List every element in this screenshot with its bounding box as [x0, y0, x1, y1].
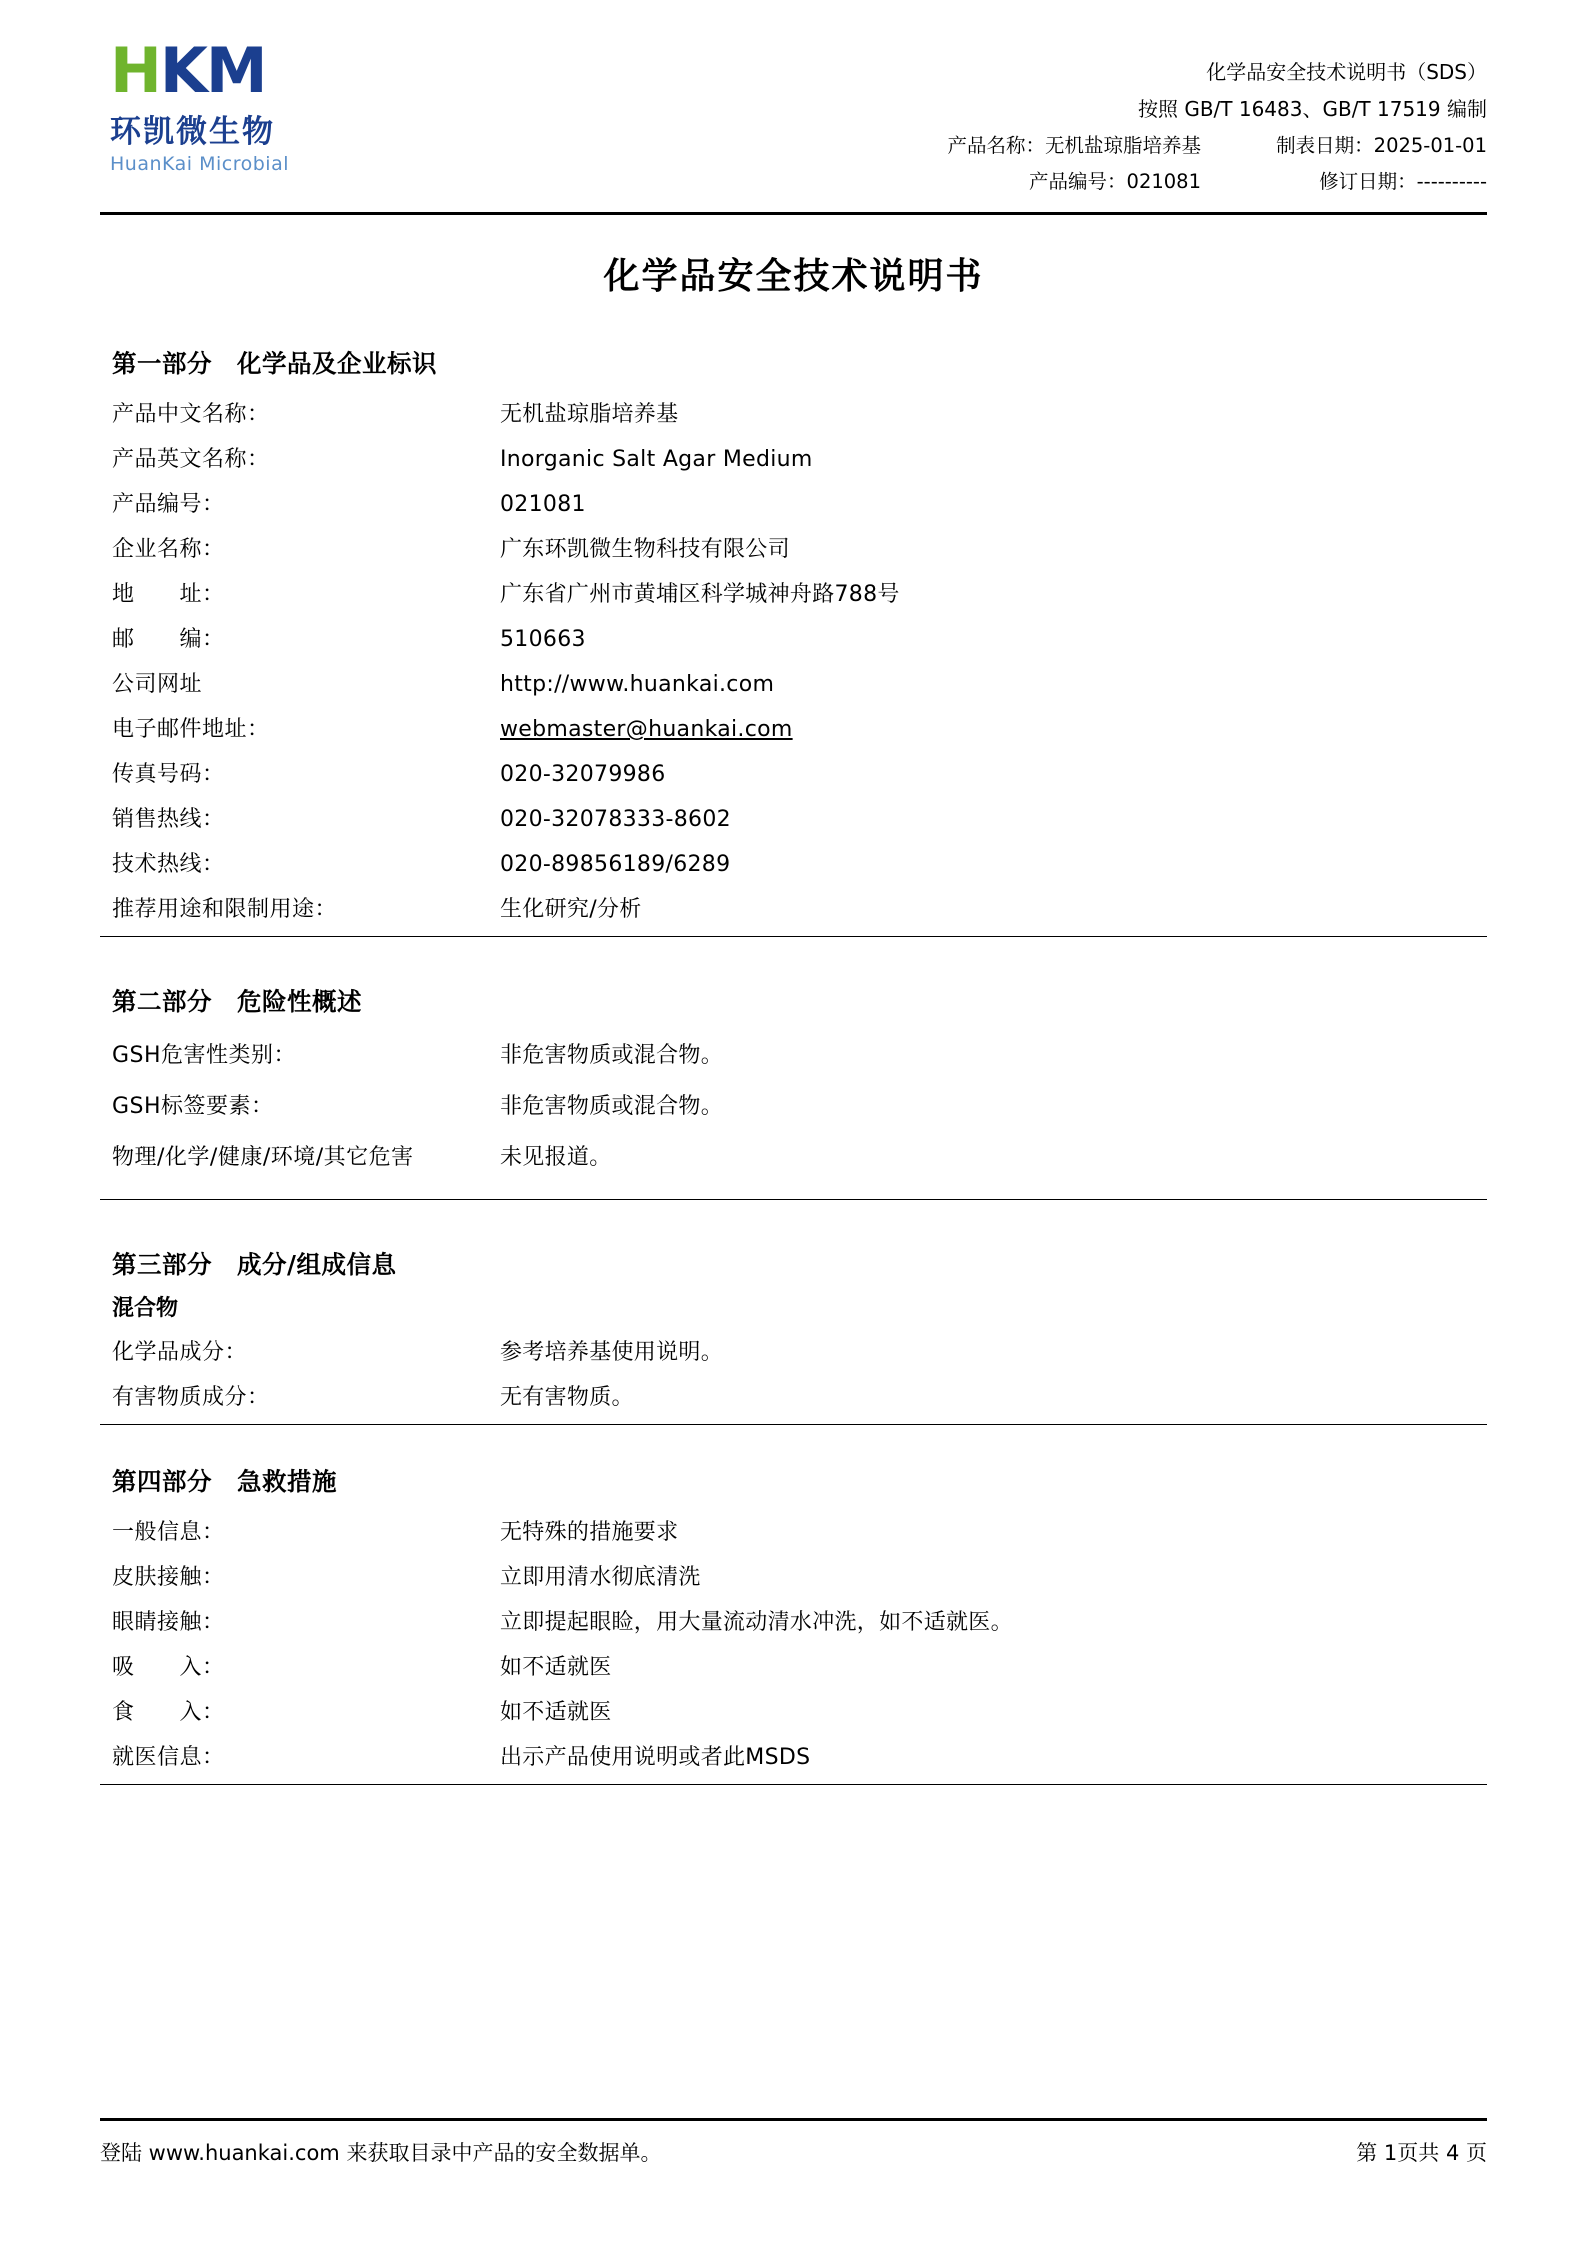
- info-row: [100, 570, 1487, 615]
- info-row: [100, 1643, 1487, 1688]
- header-product-name-label: 产品名称：: [947, 134, 1045, 157]
- email-link[interactable]: webmaster@huankai.com: [500, 717, 793, 743]
- row-label: 皮肤接触：: [112, 1565, 225, 1591]
- info-row: [100, 390, 1487, 435]
- info-row: [100, 1373, 1487, 1418]
- section-1: [100, 345, 1487, 937]
- row-label: 化学品成分：: [112, 1340, 248, 1366]
- footer-note: 登陆 www.huankai.com 来获取目录中产品的安全数据单。: [100, 2141, 662, 2165]
- section-4-divider: [100, 1784, 1487, 1785]
- info-row: [100, 705, 1487, 750]
- company-logo: [100, 34, 440, 175]
- row-value: 出示产品使用说明或者此MSDS: [500, 1745, 811, 1771]
- row-value: 无有害物质。: [500, 1385, 634, 1411]
- row-label: GSH危害性类别：: [112, 1043, 297, 1069]
- header-product-code-value: 021081: [1126, 170, 1201, 194]
- section-2: [100, 983, 1487, 1200]
- row-value: 立即用清水彻底清洗: [500, 1565, 701, 1591]
- logo-name-en: HuanKai Microbial: [110, 153, 289, 175]
- info-row: [100, 1733, 1487, 1778]
- row-label: 物理/化学/健康/环境/其它危害: [112, 1145, 414, 1171]
- info-row: [100, 480, 1487, 525]
- row-label: 眼睛接触：: [112, 1610, 225, 1636]
- row-label: 一般信息：: [112, 1520, 225, 1546]
- row-label: 产品中文名称：: [112, 402, 270, 428]
- section-3-title: 第三部分 成分/组成信息: [112, 1250, 397, 1280]
- info-row: [100, 1508, 1487, 1553]
- info-row: [100, 795, 1487, 840]
- row-label: 传真号码：: [112, 762, 225, 788]
- row-value: 021081: [500, 492, 586, 518]
- document-header: [100, 30, 1487, 200]
- row-value: 非危害物质或混合物。: [500, 1043, 724, 1069]
- section-1-title: 第一部分 化学品及企业标识: [112, 349, 437, 379]
- row-label: 有害物质成分：: [112, 1385, 270, 1411]
- row-value: 无特殊的措施要求: [500, 1520, 679, 1546]
- section-2-divider: [100, 1199, 1487, 1200]
- section-3: [100, 1246, 1487, 1425]
- row-value: 无机盐琼脂培养基: [500, 402, 679, 428]
- logo-name-cn: 环凯微生物: [110, 114, 275, 150]
- header-made-date: [1239, 128, 1487, 164]
- row-value: Inorganic Salt Agar Medium: [500, 447, 813, 473]
- header-product-name: [947, 128, 1201, 164]
- row-label: 地 址：: [112, 582, 225, 608]
- info-row: [100, 1130, 1487, 1181]
- row-label: 企业名称：: [112, 537, 225, 563]
- row-label: 产品编号：: [112, 492, 225, 518]
- row-label: 销售热线：: [112, 807, 225, 833]
- section-3-divider: [100, 1424, 1487, 1425]
- row-label: 食 入：: [112, 1700, 225, 1726]
- header-made-date-label: 制表日期：: [1276, 134, 1374, 157]
- row-label: 公司网址: [112, 672, 203, 698]
- row-label: 吸 入：: [112, 1655, 225, 1681]
- row-value: 参考培养基使用说明。: [500, 1340, 724, 1366]
- header-revise-date: [1239, 164, 1487, 200]
- row-value: 广东省广州市黄埔区科学城神舟路788号: [500, 582, 900, 608]
- company-website[interactable]: http://www.huankai.com: [500, 672, 775, 698]
- row-value: 如不适就医: [500, 1655, 612, 1681]
- section-1-divider: [100, 936, 1487, 937]
- info-row: [100, 615, 1487, 660]
- row-label: 推荐用途和限制用途：: [112, 897, 338, 923]
- row-label: 产品英文名称：: [112, 447, 270, 473]
- section-4: [100, 1463, 1487, 1785]
- info-row: [100, 1553, 1487, 1598]
- info-row: [100, 840, 1487, 885]
- page-number: 第 1页共 4 页: [1356, 2141, 1487, 2165]
- row-label: GSH标签要素：: [112, 1094, 274, 1120]
- info-row: [100, 525, 1487, 570]
- info-row: [100, 660, 1487, 705]
- row-value: 非危害物质或混合物。: [500, 1094, 724, 1120]
- row-value: 020-32078333-8602: [500, 807, 731, 833]
- row-label: 就医信息：: [112, 1745, 225, 1771]
- row-value: 生化研究/分析: [500, 897, 642, 923]
- row-value: 020-32079986: [500, 762, 666, 788]
- header-revise-date-value: ----------: [1416, 170, 1487, 194]
- header-product-name-value: 无机盐琼脂培养基: [1044, 134, 1201, 157]
- info-row: [100, 1028, 1487, 1079]
- row-value: 广东环凯微生物科技有限公司: [500, 537, 790, 563]
- header-meta: [887, 40, 1487, 200]
- info-row: [100, 1598, 1487, 1643]
- row-value: 如不适就医: [500, 1700, 612, 1726]
- row-label: 邮 编：: [112, 627, 225, 653]
- header-standard: 按照 GB/T 16483、GB/T 17519 编制: [1137, 97, 1487, 121]
- section-3-subhead: 混合物: [112, 1296, 179, 1322]
- row-value: 未见报道。: [500, 1145, 612, 1171]
- row-value: 020-89856189/6289: [500, 852, 731, 878]
- logo-mark: HKM: [110, 34, 266, 107]
- header-divider: [100, 212, 1487, 215]
- info-row: [100, 1688, 1487, 1733]
- header-product-code: [1029, 164, 1201, 200]
- header-product-code-label: 产品编号：: [1029, 170, 1127, 194]
- header-sds-title: 化学品安全技术说明书（SDS）: [1206, 60, 1487, 84]
- row-label: 电子邮件地址：: [112, 717, 270, 743]
- header-made-date-value: 2025-01-01: [1373, 134, 1487, 157]
- info-row: [100, 750, 1487, 795]
- header-revise-date-label: 修订日期：: [1319, 170, 1417, 194]
- info-row: [100, 435, 1487, 480]
- section-2-title: 第二部分 危险性概述: [112, 987, 362, 1017]
- info-row: [100, 885, 1487, 930]
- info-row: [100, 1328, 1487, 1373]
- info-row: [100, 1079, 1487, 1130]
- document-footer: [100, 2118, 1487, 2167]
- row-value: 立即提起眼睑，用大量流动清水冲洗，如不适就医。: [500, 1610, 1013, 1636]
- page-title: 化学品安全技术说明书: [603, 256, 984, 298]
- row-label: 技术热线：: [112, 852, 225, 878]
- row-value: 510663: [500, 627, 586, 653]
- section-4-title: 第四部分 急救措施: [112, 1467, 337, 1497]
